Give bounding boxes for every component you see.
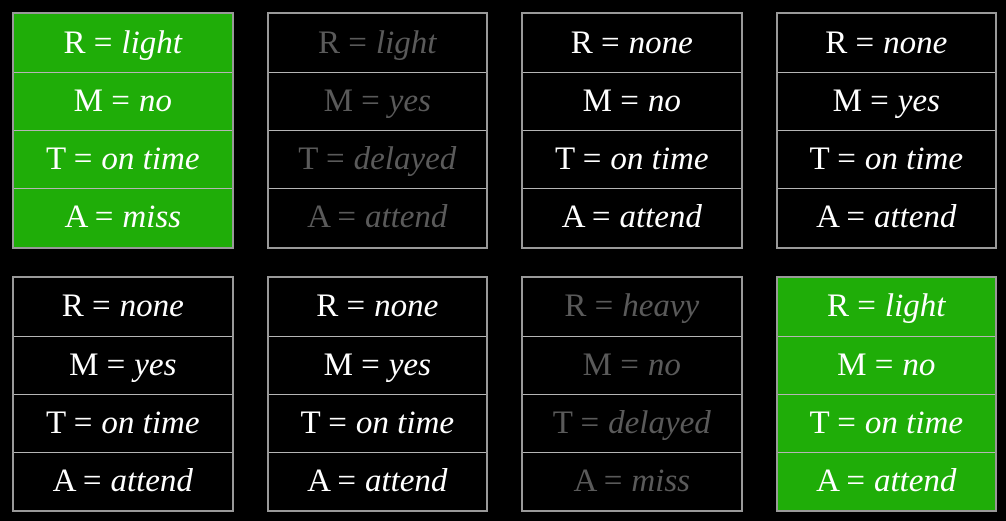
assignment-row-A [778, 452, 996, 510]
assignment-row-T [14, 394, 232, 452]
assignment-card-5 [12, 276, 234, 513]
variable-label: T = [554, 141, 602, 178]
value-label: attend [364, 462, 448, 499]
assignment-row-R [523, 278, 741, 336]
assignment-row-R [14, 14, 232, 72]
assignment-card-8 [776, 276, 998, 513]
variable-label: R = [318, 24, 367, 61]
assignment-row-M [269, 72, 487, 130]
value-label: on time [864, 141, 963, 178]
assignment-row-A [269, 452, 487, 510]
variable-label: T = [300, 404, 347, 441]
variable-label: M = [73, 83, 130, 120]
value-label: no [647, 83, 681, 120]
variable-label: A = [816, 199, 865, 236]
variable-label: M = [582, 346, 639, 383]
variable-label: T = [809, 404, 856, 441]
value-label: miss [122, 199, 182, 236]
value-label: on time [101, 141, 200, 178]
value-label: attend [110, 462, 193, 499]
value-label: heavy [622, 288, 700, 325]
assignment-row-M [523, 336, 741, 394]
assignment-row-T [778, 130, 996, 188]
value-label: attend [873, 462, 957, 499]
variable-label: R = [570, 24, 620, 61]
variable-label: T = [552, 404, 600, 441]
value-label: delayed [608, 404, 711, 441]
assignment-row-M [269, 336, 487, 394]
value-label: delayed [353, 141, 457, 178]
variable-label: T = [45, 141, 93, 178]
value-label: yes [388, 83, 431, 120]
value-label: on time [355, 404, 454, 441]
assignment-row-M [778, 72, 996, 130]
variable-label: R = [316, 288, 366, 325]
assignment-card-6 [267, 276, 489, 513]
variable-label: R = [827, 288, 876, 325]
assignment-row-R [14, 278, 232, 336]
value-label: yes [897, 83, 940, 120]
assignment-row-T [778, 394, 996, 452]
variable-label: M = [832, 83, 889, 120]
variable-label: R = [63, 24, 113, 61]
assignment-card-4 [776, 12, 998, 249]
variable-label: A = [64, 199, 114, 236]
assignment-row-R [269, 278, 487, 336]
assignment-row-M [523, 72, 741, 130]
variable-label: A = [561, 199, 611, 236]
variable-label: M = [837, 346, 894, 383]
variable-label: R = [564, 288, 614, 325]
variable-label: A = [307, 199, 356, 236]
variable-label: M = [582, 83, 639, 120]
assignment-row-M [778, 336, 996, 394]
value-label: none [119, 288, 184, 325]
value-label: none [628, 24, 693, 61]
assignment-row-R [269, 14, 487, 72]
assignment-row-T [523, 130, 741, 188]
value-label: no [138, 83, 172, 120]
value-label: light [884, 288, 946, 325]
assignment-card-7 [521, 276, 743, 513]
variable-label: A = [573, 462, 623, 499]
value-label: miss [631, 462, 691, 499]
value-label: no [902, 346, 936, 383]
assignment-card-2 [267, 12, 489, 249]
assignment-row-A [523, 188, 741, 246]
assignment-row-R [778, 278, 996, 336]
assignment-row-T [14, 130, 232, 188]
assignment-row-T [269, 394, 487, 452]
assignment-row-A [14, 188, 232, 246]
value-label: on time [610, 141, 709, 178]
value-label: none [374, 288, 439, 325]
variable-label: A = [816, 462, 865, 499]
value-label: attend [873, 199, 957, 236]
assignment-row-A [778, 188, 996, 246]
assignment-card-3 [521, 12, 743, 249]
value-label: light [375, 24, 437, 61]
variable-label: M = [69, 346, 126, 383]
variable-label: A = [52, 462, 102, 499]
value-label: light [121, 24, 182, 61]
variable-label: R = [61, 288, 111, 325]
variable-label: T = [809, 141, 856, 178]
assignment-row-A [269, 188, 487, 246]
value-label: attend [619, 199, 702, 236]
assignment-row-T [523, 394, 741, 452]
assignment-card-1 [12, 12, 234, 249]
assignment-row-R [778, 14, 996, 72]
variable-label: M = [323, 346, 380, 383]
assignment-row-A [523, 452, 741, 510]
variable-label: T = [45, 404, 93, 441]
value-label: none [883, 24, 948, 61]
value-label: yes [388, 346, 431, 383]
assignment-row-R [523, 14, 741, 72]
variable-label: A = [307, 462, 356, 499]
variable-label: M = [323, 83, 380, 120]
assignment-row-M [14, 336, 232, 394]
value-label: on time [101, 404, 200, 441]
variable-label: R = [825, 24, 875, 61]
assignment-row-A [14, 452, 232, 510]
variable-label: T = [298, 141, 345, 178]
value-label: attend [364, 199, 448, 236]
assignment-row-T [269, 130, 487, 188]
value-label: on time [864, 404, 963, 441]
value-label: no [647, 346, 681, 383]
value-label: yes [134, 346, 177, 383]
assignment-row-M [14, 72, 232, 130]
